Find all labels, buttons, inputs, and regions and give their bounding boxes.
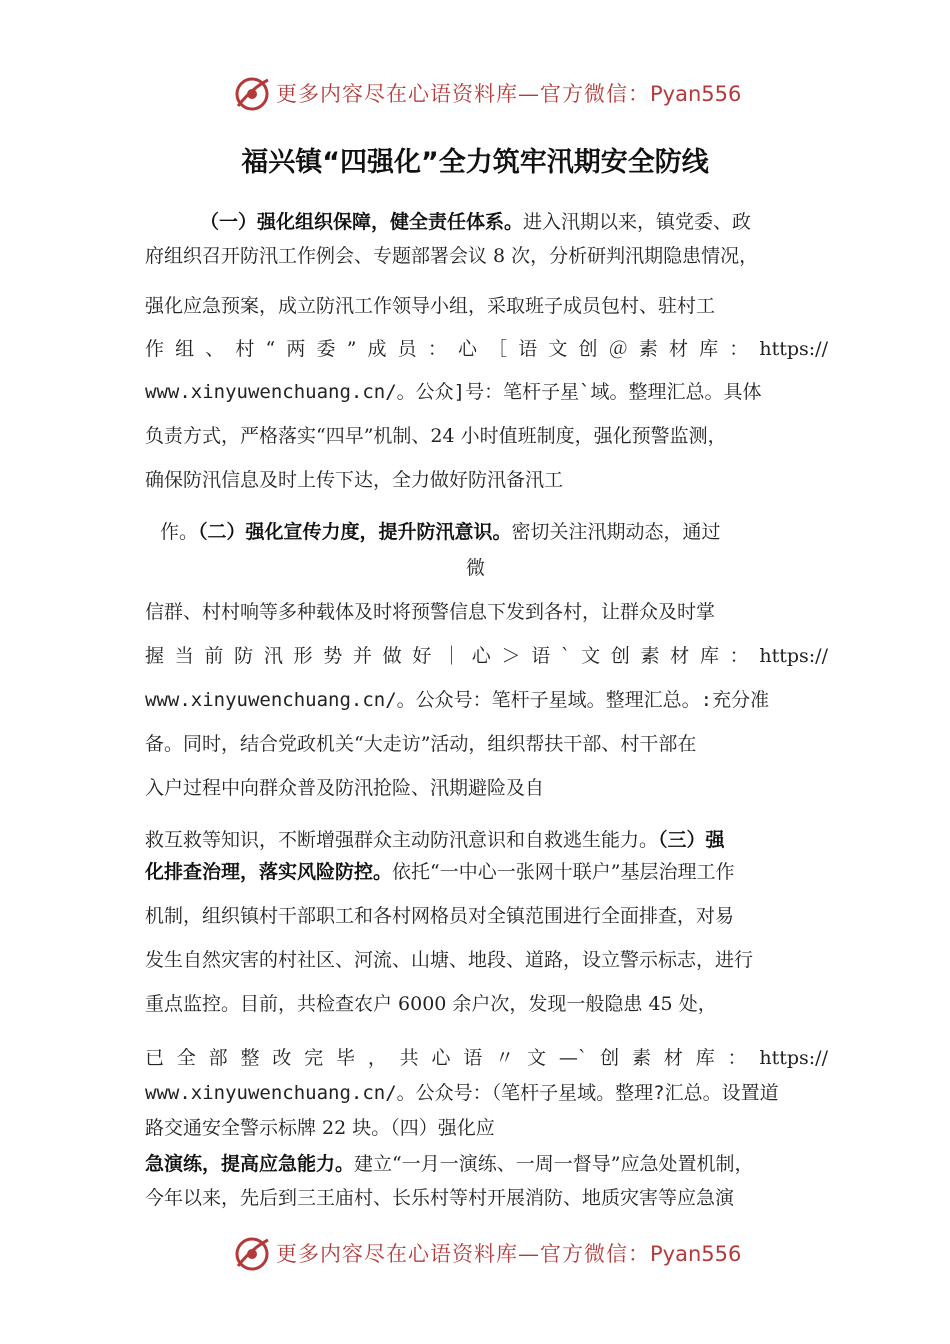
- text-line: 发生自然灾害的村社区、河流、山塘、地段、道路，设立警示标志，进行: [145, 949, 754, 971]
- text-line: 入户过程中向群众普及防汛抢险、汛期避险及自: [145, 777, 545, 799]
- text-line: www.xinyuwenchuang.cn/。公众号：（笔杆子星域。整理?汇总。设置道: [145, 1082, 779, 1104]
- text-line: 救互救等知识，不断增强群众主动防汛意识和自救逃生能力。（三）强: [145, 829, 725, 851]
- text-line: 急演练，提高应急能力。建立“一月一演练、一周一督导”应急处置机制，: [145, 1153, 754, 1175]
- text-line: 确保防汛信息及时上传下达，全力做好防汛备汛工: [145, 469, 564, 491]
- text-line: 路交通安全警示标牌 22 块。（四）强化应: [145, 1117, 495, 1139]
- text-line: 信群、村村响等多种载体及时将预警信息下发到各村，让群众及时掌: [145, 601, 716, 623]
- logo-icon: [232, 74, 272, 114]
- header-banner: [0, 70, 950, 118]
- text-line: 强化应急预案，成立防汛工作领导小组，采取班子成员包村、驻村工: [145, 295, 716, 317]
- text-line: 今年以来，先后到三王庙村、长乐村等村开展消防、地质灾害等应急演: [145, 1187, 735, 1209]
- banner-text: 更多内容尽在心语资料库—官方微信：Pyan556: [276, 82, 742, 106]
- text-line: 作。（二）强化宣传力度，提升防汛意识。密切关注汛期动态，通过: [160, 521, 721, 543]
- text-line: （一）强化组织保障，健全责任体系。进入汛期以来，镇党委、政: [200, 211, 752, 233]
- text-line: 重点监控。目前，共检查农户 6000 余户次，发现一般隐患 45 处，: [145, 993, 717, 1015]
- banner-text: 更多内容尽在心语资料库—官方微信：Pyan556: [276, 1242, 742, 1266]
- footer-banner: [0, 1230, 950, 1278]
- wechat-id: Pyan556: [650, 1242, 742, 1266]
- page-title: 福兴镇“四强化”全力筑牢汛期安全防线: [241, 147, 709, 178]
- text-line: 备。同时，结合党政机关“大走访”活动，组织帮扶干部、村干部在: [145, 733, 697, 755]
- text-line: 府组织召开防汛工作例会、专题部署会议 8 次，分析研判汛期隐患情况，: [145, 245, 759, 267]
- text-line: 微: [466, 557, 486, 579]
- text-line: 机制，组织镇村干部职工和各村网格员对全镇范围进行全面排查，对易: [145, 905, 735, 927]
- logo-icon: [232, 1234, 272, 1274]
- text-line: www.xinyuwenchuang.cn/。公众]号：笔杆子星`域。整理汇总。具体: [145, 381, 762, 403]
- wechat-id: Pyan556: [650, 82, 742, 106]
- text-line: 作组、村“两委”成员：心［语文创＠素材库：https://: [145, 338, 828, 360]
- text-line: 已全部整改完毕，共心语〃文—`创素材库：https://: [145, 1047, 828, 1069]
- text-line: 负责方式，严格落实“四早”机制、24 小时值班制度，强化预警监测，: [145, 425, 727, 447]
- text-line: 握当前防汛形势并做好｜心＞语`文创素材库：https://: [145, 645, 828, 667]
- text-line: www.xinyuwenchuang.cn/。公众号：笔杆子星域。整理汇总。:充分准: [145, 689, 770, 711]
- text-line: 化排查治理，落实风险防控。依托“一中心一张网十联户”基层治理工作: [145, 861, 735, 883]
